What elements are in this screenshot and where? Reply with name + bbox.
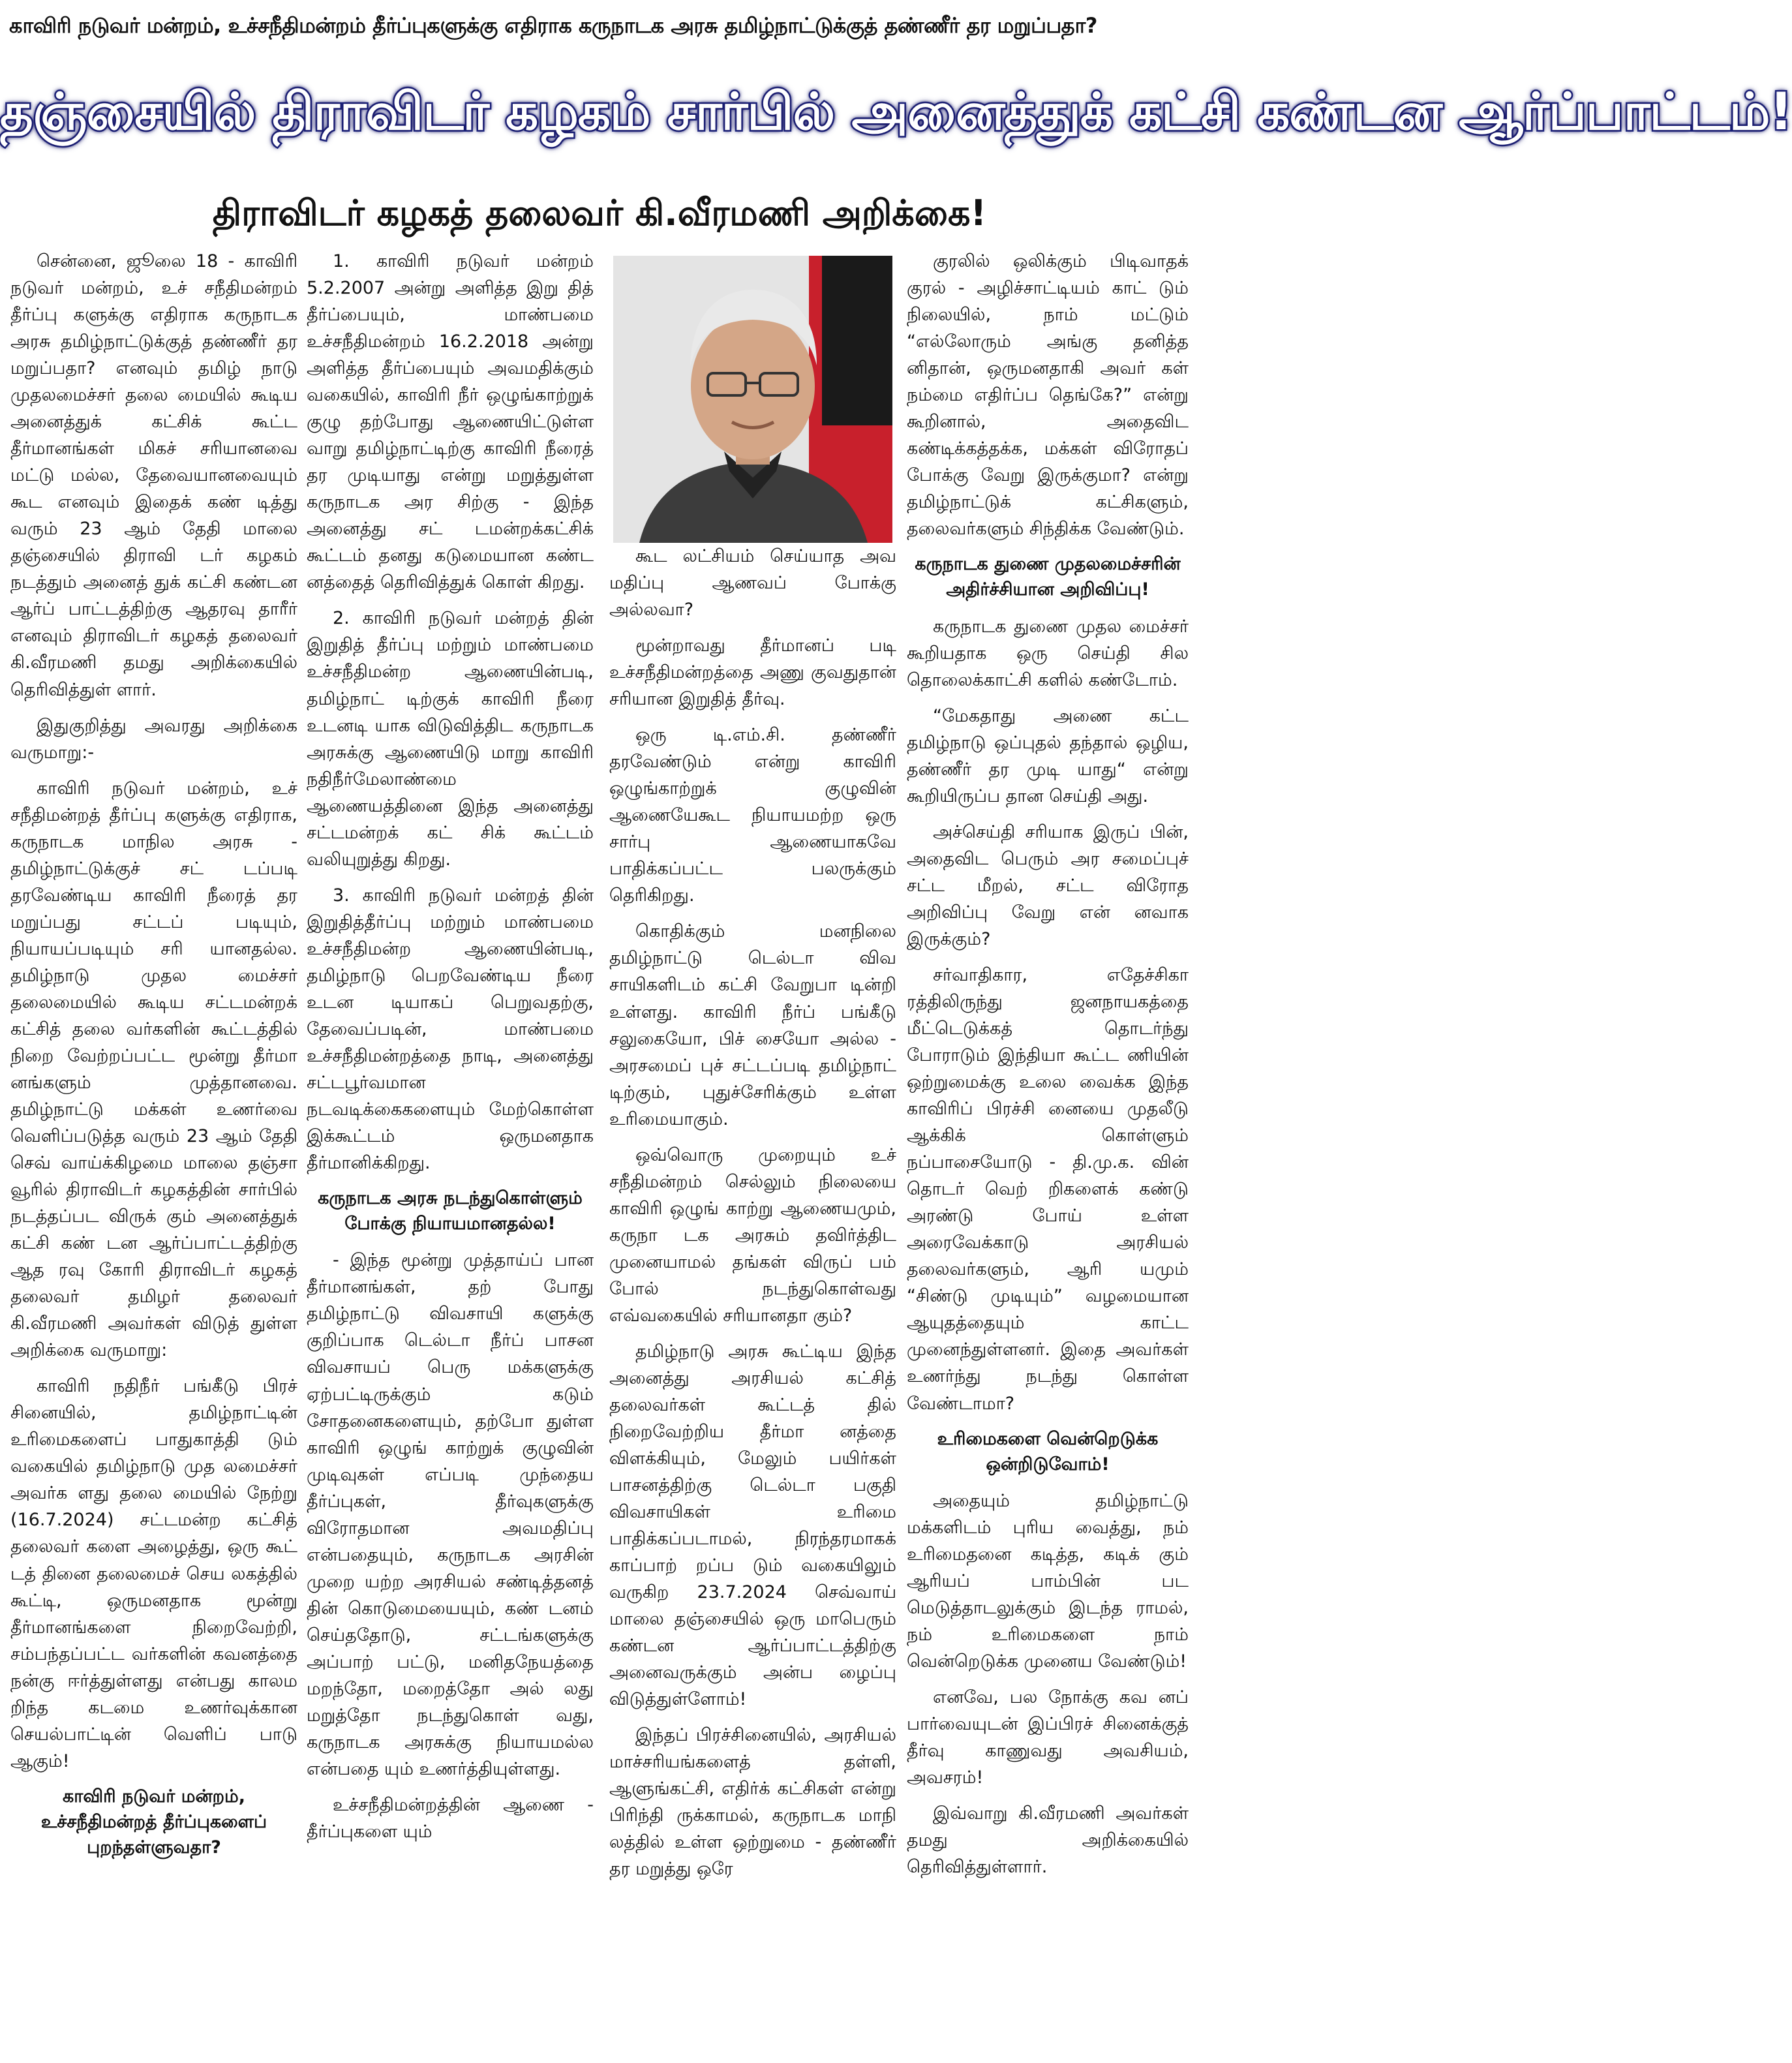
paragraph: 2. காவிரி நடுவர் மன்றத் தின் இறுதித் தீர்ப்பு மற்றும் மாண்பமை உச்சநீதிமன்ற ஆணையின்படி, தமிழ்நாட் டிற்குக் காவிரி நீரை உடனடி யாக விடுவித்திட கருநாடக அரசுக்கு ஆணையிடு மாறு காவிரி நதிநீர்மேலாண்மை ஆணையத்தினை இந்த அனைத்து சட்டமன்றக் கட் சிக் கூட்டம் வலியுறுத்து கிறது.	[307, 608, 594, 870]
section-heading: காவிரி நடுவர் மன்றம், உச்சநீதிமன்றத் தீர்ப்புகளைப் புறந்தள்ளுவதா?	[40, 1786, 267, 1858]
paragraph: காவிரி நதிநீர் பங்கீடு பிரச் சினையில், தமிழ்நாட்டின் உரிமைகளைப் பாதுகாத்தி டும் வகையில் தமிழ்நாடு முத லமைச்சர் அவர்க ளது தலை மையில் நேற்று (16.7.2024) சட்டமன்ற கட்சித் தலைவர் களை அழைத்து, ஒரு கூட் டத் தினை தலைமைச் செய லகத்தில் கூட்டி, ஒருமனதாக மூன்று தீர்மானங்களை நிறைவேற்றி, சம்பந்தப்பட்ட வர்களின் கவனத்தை நன்கு ஈர்த்துள்ளது என்பது காலம றிந்த கடமை உணர்வுக்கான செயல்பாட்டின் வெளிப் பாடு ஆகும்!	[10, 1376, 297, 1771]
paragraph: குரலில் ஒலிக்கும் பிடிவாதக் குரல் - அழிச்சாட்டியம் காட் டும் நிலையில், நாம் மட்டும் “எல்லோரும் அங்கு தனித்த னிதான், ஒருமனதாகி அவர் கள் நம்மை எதிர்ப்ப தெங்கே?” என்று கூறினால், அதைவிட கண்டிக்கத்தக்க, மக்கள் விரோதப் போக்கு வேறு இருக்குமா? என்று தமிழ்நாட்டுக் கட்சிகளும், தலைவர்களும் சிந்திக்க வேண்டும்.	[907, 251, 1189, 540]
section-heading: கருநாடக துணை முதலமைச்சரின் அதிர்ச்சியான அறிவிப்பு!	[915, 554, 1181, 600]
paragraph: தமிழ்நாடு அரசு கூட்டிய இந்த அனைத்து அரசியல் கட்சித் தலைவர்கள் கூட்டத் தில் நிறைவேற்றிய தீர்மா னத்தை விளக்கியும், மேலும் பயிர்கள் பாசனத்திற்கு டெல்டா பகுதி விவசாயிகள் உரிமை பாதிக்கப்படாமல், நிரந்தரமாகக் காப்பாற் றப்ப டும் வகையிலும் வருகிற 23.7.2024 செவ்வாய் மாலை தஞ்சையில் ஒரு மாபெரும் கண்டன ஆர்ப்பாட்டத்திற்கு அனைவருக்கும் அன்ப ழைப்பு விடுத்துள்ளோம்!	[609, 1341, 896, 1710]
column-1	[10, 248, 297, 2055]
paragraph: மூன்றாவது தீர்மானப் படி உச்சநீதிமன்றத்தை அணு குவதுதான் சரியான இறுதித் தீர்வு.	[609, 635, 896, 710]
paragraph: இதுகுறித்து அவரது அறிக்கை வருமாறு:-	[10, 715, 297, 763]
section-heading: கருநாடக அரசு நடந்துகொள்ளும் போக்கு நியாயமானதல்ல!	[318, 1188, 583, 1234]
paragraph: ஒரு டி.எம்.சி. தண்ணீர் தரவேண்டும் என்று காவிரி ஒழுங்காற்றுக் குழுவின் ஆணையேகூட நியாயமற்ற ஒரு சார்பு ஆணையாகவே பாதிக்கப்பட்ட பலருக்கும் தெரிகிறது.	[609, 725, 896, 906]
paragraph: உச்சநீதிமன்றத்தின் ஆணை - தீர்ப்புகளை யும்	[307, 1794, 594, 1842]
paragraph: சென்னை, ஜூலை 18 - காவிரி நடுவர் மன்றம், உச் சநீதிமன்றம் தீர்ப்பு களுக்கு எதிராக கருநாடக அரசு தமிழ்நாட்டுக்குத் தண்ணீர் தர மறுப்பதா? எனவும் தமிழ் நாடு முதலமைச்சர் தலை மையில் கூடிய அனைத்துக் கட்சிக் கூட்ட தீர்மானங்கள் மிகச் சரியானவை மட்டு மல்ல, தேவையானவையும் கூட எனவும் இதைக் கண் டித்து வரும் 23 ஆம் தேதி மாலை தஞ்சையில் திராவி டர் கழகம் நடத்தும் அனைத் துக் கட்சி கண்டன ஆர்ப் பாட்டத்திற்கு ஆதரவு தாரீர் எனவும் திராவிடர் கழகத் தலைவர் கி.வீரமணி தமது அறிக்கையில் தெரிவித்துள் ளார்.	[10, 251, 297, 700]
paragraph: ஒவ்வொரு முறையும் உச் சநீதிமன்றம் செல்லும் நிலையை காவிரி ஒழுங் காற்று ஆணையமும், கருநா டக அரசும் தவிர்த்திட முனையாமல் தங்கள் விருப் பம் போல் நடந்துகொள்வது எவ்வகையில் சரியானதா கும்?	[609, 1144, 896, 1326]
paragraph: 3. காவிரி நடுவர் மன்றத் தின் இறுதித்தீர்ப்பு மற்றும் மாண்பமை உச்சநீதிமன்ற ஆணையின்படி, தமிழ்நாடு பெறவேண்டிய நீரை உடன டியாகப் பெறுவதற்கு, தேவைப்படின், மாண்பமை உச்சநீதிமன்றத்தை நாடி, அனைத்து சட்டபூர்வமான நடவடிக்கைகளையும் மேற்கொள்ள இக்கூட்டம் ஒருமனதாக தீர்மானிக்கிறது.	[307, 885, 594, 1174]
paragraph: “மேகதாது அணை கட்ட தமிழ்நாடு ஒப்புதல் தந்தால் ஒழிய, தண்ணீர் தர முடி யாது“ என்று கூறியிருப்ப தான செய்தி அது.	[907, 705, 1189, 806]
column-4	[907, 248, 1189, 2055]
paragraph: இந்தப் பிரச்சினையில், அரசியல் மாச்சரியங்களைத் தள்ளி, ஆளுங்கட்சி, எதிர்க் கட்சிகள் என்று பிரிந்தி ருக்காமல், கருநாடக மாநி லத்தில் உள்ள ஒற்றுமை - தண்ணீர் தர மறுத்து ஒரே	[609, 1725, 896, 1880]
paragraph: எனவே, பல நோக்கு கவ னப் பார்வையுடன் இப்பிரச் சினைக்குத் தீர்வு காணுவது அவசியம், அவசரம்!	[907, 1687, 1189, 1788]
paragraph: இவ்வாறு கி.வீரமணி அவர்கள் தமது அறிக்கையில் தெரிவித்துள்ளார்.	[907, 1803, 1189, 1878]
headline	[0, 60, 1792, 164]
paragraph: கூட லட்சியம் செய்யாத அவ மதிப்பு ஆணவப் போக்கு அல்லவா?	[609, 546, 896, 620]
paragraph: அதையும் தமிழ்நாட்டு மக்களிடம் புரிய வைத்து, நம் உரிமைதனை கடித்த, கடிக் கும் ஆரியப் பாம்பின் பட மெடுத்தாடலுக்கும் இடந்த ராமல், நம் உரிமைகளை நாம் வென்றெடுக்க முனைய வேண்டும்!	[907, 1490, 1189, 1672]
paragraph: - இந்த மூன்று முத்தாய்ப் பான தீர்மானங்கள், தற் போது தமிழ்நாட்டு விவசாயி களுக்கு குறிப்பாக டெல்டா நீர்ப் பாசன விவசாயப் பெரு மக்களுக்கு ஏற்பட்டிருக்கும் கடும் சோதனைகளையும், தற்போ துள்ள காவிரி ஒழுங் காற்றுக் குழுவின் முடிவுகள் எப்படி முந்தைய தீர்ப்புகள், தீர்வுகளுக்கு விரோதமான அவமதிப்பு என்பதையும், கருநாடக அரசின் முறை யற்ற அரசியல் சண்டித்தனத் தின் கொடுமையையும், கண் டனம் செய்ததோடு, சட்டங்களுக்கு அப்பாற் பட்டு, மனிதநேயத்தை மறந்தோ, மறைத்தோ அல் லது மறுத்தோ நடந்துகொள் வது, கருநாடக அரசுக்கு நியாயமல்ல என்பதை யும் உணர்த்தியுள்ளது.	[307, 1250, 594, 1779]
paragraph: 1. காவிரி நடுவர் மன்றம் 5.2.2007 அன்று அளித்த இறு தித் தீர்ப்பையும், மாண்பமை உச்சநீதிமன்றம் 16.2.2018 அன்று அளித்த தீர்ப்பையும் அவமதிக்கும் வகையில், காவிரி நீர் ஒழுங்காற்றுக் குழு தற்போது ஆணையிட்டுள்ள வாறு தமிழ்நாட்டிற்கு காவிரி நீரைத் தர முடியாது என்று மறுத்துள்ள கருநாடக அர சிற்கு - இந்த அனைத்து சட் டமன்றக்கட்சிக் கூட்டம் தனது கடுமையான கண்ட னத்தைத் தெரிவித்துக் கொள் கிறது.	[307, 251, 594, 593]
subheadline: திராவிடர் கழகத் தலைவர் கி.வீரமணி அறிக்கை!	[212, 192, 987, 234]
paragraph: காவிரி நடுவர் மன்றம், உச் சநீதிமன்றத் தீர்ப்பு களுக்கு எதிராக, கருநாடக மாநில அரசு - தமிழ்நாட்டுக்குச் சட் டப்படி தரவேண்டிய காவிரி நீரைத் தர மறுப்பது சட்டப் படியும், நியாயப்படியும் சரி யானதல்ல. தமிழ்நாடு முதல மைச்சர் தலைமையில் கூடிய சட்டமன்றக் கட்சித் தலை வர்களின் கூட்டத்தில் நிறை வேற்றப்பட்ட மூன்று தீர்மா னங்களும் முத்தானவை. தமிழ்நாட்டு மக்கள் உணர்வை வெளிப்படுத்த வரும் 23 ஆம் தேதி செவ் வாய்க்கிழமை மாலை தஞ்சா வூரில் திராவிடர் கழகத்தின் சார்பில் நடத்தப்பட விருக் கும் அனைத்துக் கட்சி கண் டன ஆர்ப்பாட்டத்திற்கு ஆத ரவு கோரி திராவிடர் கழகத் தலைவர் தமிழர் தலைவர் கி.வீரமணி அவர்கள் விடுத் துள்ள அறிக்கை வருமாறு:	[10, 778, 297, 1361]
paragraph: கருநாடக துணை முதல மைச்சர் கூறியதாக ஒரு செய்தி சில தொலைக்காட்சி களில் கண்டோம்.	[907, 616, 1189, 690]
paragraph: அச்செய்தி சரியாக இருப் பின், அதைவிட பெரும் அர சமைப்புச் சட்ட மீறல், சட்ட விரோத அறிவிப்பு வேறு என் னவாக இருக்கும்?	[907, 821, 1189, 949]
portrait-icon	[613, 256, 892, 543]
column-2	[307, 248, 594, 2055]
section-heading: உரிமைகளை வென்றெடுக்க ஒன்றிடுவோம்!	[937, 1428, 1159, 1475]
headline-text: தஞ்சையில் திராவிடர் கழகம் சார்பில் அனைத்துக் கட்சி கண்டன ஆர்ப்பாட்டம்!	[0, 83, 1792, 142]
portrait-photo	[613, 256, 892, 543]
column-3	[609, 543, 896, 2055]
kicker-line: காவிரி நடுவர் மன்றம், உச்சநீதிமன்றம் தீர்ப்புகளுக்கு எதிராக கருநாடக அரசு தமிழ்நாட்டுக்குத் தண்ணீர் தர மறுப்பதா?	[9, 13, 1097, 38]
paragraph: சர்வாதிகார, எதேச்சிகா ரத்திலிருந்து ஜனநாயகத்தை மீட்டெடுக்கத் தொடர்ந்து போராடும் இந்தியா கூட்ட ணியின் ஒற்றுமைக்கு உலை வைக்க இந்த காவிரிப் பிரச்சி னையை முதலீடு ஆக்கிக் கொள்ளும் நப்பாசையோடு - தி.மு.க. வின் தொடர் வெற் றிகளைக் கண்டு அரண்டு போய் உள்ள அரைவேக்காடு அரசியல் தலைவர்களும், ஆரி யமும் “சிண்டு முடியும்” வழமையான ஆயுதத்தையும் காட்ட முனைந்துள்ளனர். இதை அவர்கள் உணர்ந்து நடந்து கொள்ள வேண்டாமா?	[907, 965, 1189, 1414]
paragraph: கொதிக்கும் மனநிலை தமிழ்நாட்டு டெல்டா விவ சாயிகளிடம் கட்சி வேறுபா டின்றி உள்ளது. காவிரி நீர்ப் பங்கீடு சலுகையோ, பிச் சையோ அல்ல - அரசமைப் புச் சட்டப்படி தமிழ்நாட் டிற்கும், புதுச்சேரிக்கும் உள்ள உரிமையாகும்.	[609, 921, 896, 1129]
